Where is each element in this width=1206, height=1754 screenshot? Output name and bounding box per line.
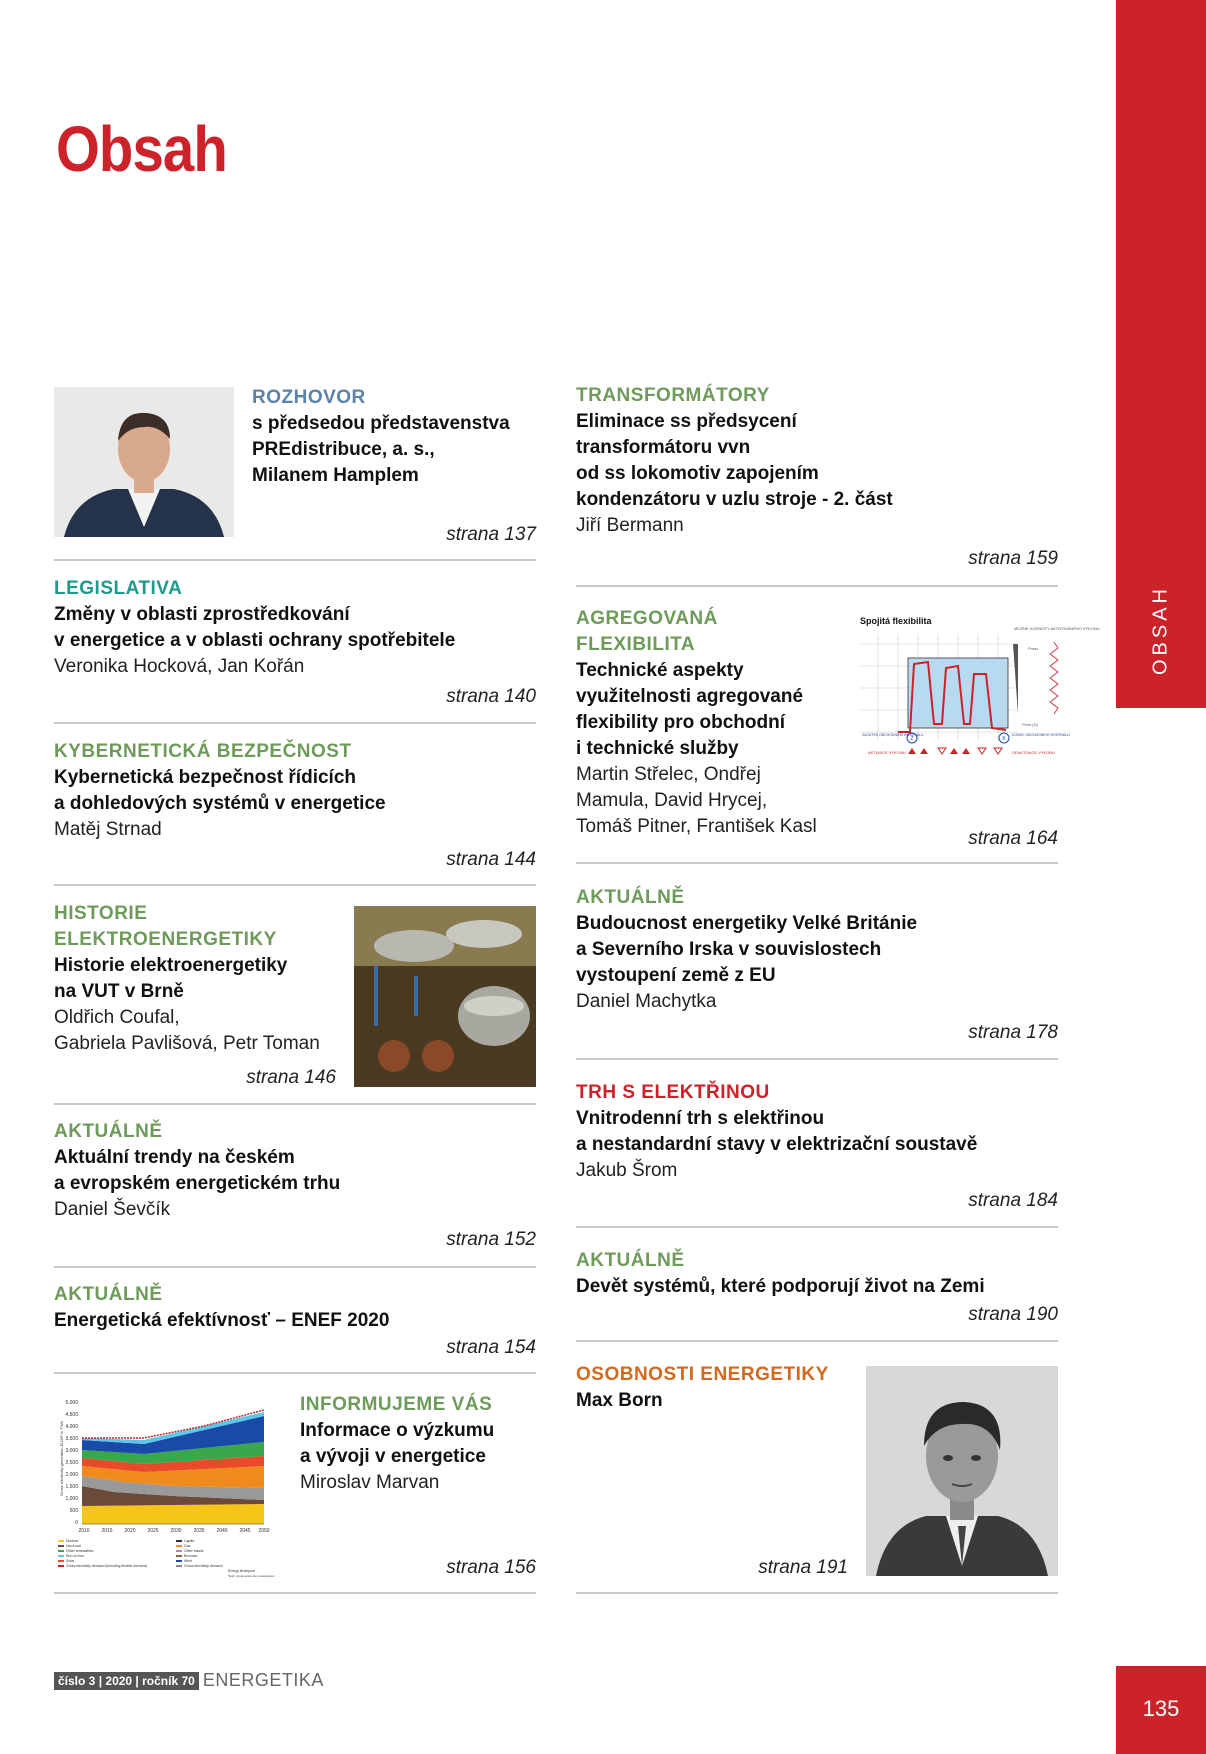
divider (54, 1103, 536, 1105)
page-reference[interactable]: strana 144 (446, 849, 536, 870)
diagram-label: MOŽNÉ HODNOTY AKTIVOVANÉHO VÝKONU (1014, 626, 1100, 631)
divider (54, 722, 536, 724)
article-authors: Daniel Machytka (576, 991, 717, 1012)
diagram-label: KONEC OBCHODNÍHO INTERVALU (1012, 733, 1070, 737)
article-title-line[interactable]: Informace o výzkumu (300, 1420, 495, 1441)
page-reference[interactable]: strana 178 (968, 1022, 1058, 1043)
article-title-line[interactable]: využitelnosti agregované (576, 686, 804, 707)
diagram-label: AKTIVACE VÝKONU (868, 750, 906, 755)
y-tick: 3,000 (65, 1448, 78, 1454)
page-reference[interactable]: strana 137 (446, 524, 536, 545)
article-title-line[interactable]: Aktuální trendy na českém (54, 1147, 295, 1168)
chart-source: Energy Brainpool (228, 1569, 255, 1573)
y-tick: 5,000 (65, 1400, 78, 1406)
category-label: LEGISLATIVA (54, 578, 183, 599)
page-reference[interactable]: strana 190 (968, 1304, 1058, 1325)
diagram-title: Spojitá flexibilita (860, 616, 932, 626)
article-title-line[interactable]: Max Born (576, 1390, 663, 1411)
side-tab-label: OBSAH (1149, 584, 1172, 676)
category-label: AKTUÁLNĚ (54, 1121, 163, 1142)
article-authors: Jiří Bermann (576, 515, 684, 536)
article-title-line[interactable]: PREdistribuce, a. s., (252, 439, 435, 460)
diagram-label: Pmax (1028, 646, 1039, 651)
legend-entry: Hard coal (66, 1544, 81, 1548)
article-title-line[interactable]: Budoucnost energetiky Velké Británie (576, 913, 918, 934)
article-title-line[interactable]: Technické aspekty (576, 660, 744, 681)
legend-entry: Run of river (66, 1554, 85, 1558)
article-title-line[interactable]: a Severního Irska v souvislostech (576, 939, 882, 960)
legend-entry: Nuclear (66, 1539, 79, 1543)
article-title-line[interactable]: Devět systémů, které podporují život na Zemi (576, 1276, 985, 1297)
article-authors: Martin Střelec, Ondřej (576, 764, 761, 785)
electricity-generation-chart (54, 1396, 274, 1580)
category-label: AKTUÁLNĚ (576, 887, 685, 908)
category-label: ELEKTROENERGETIKY (54, 929, 277, 950)
legend-entry: Solar (66, 1559, 75, 1563)
category-label: KYBERNETICKÁ BEZPEČNOST (54, 741, 352, 762)
divider (576, 585, 1058, 587)
legend-entry: Lignite (184, 1539, 195, 1543)
diagram-label: ZAČÁTEK OBCHODNÍHO INTERVALU (862, 733, 924, 737)
article-title-line[interactable]: Eliminace ss předsycení (576, 411, 797, 432)
page-reference[interactable]: strana 156 (446, 1557, 536, 1578)
chart-ylabel: Gross electricity generation EU28* in TWh (59, 1421, 64, 1496)
page-reference[interactable]: strana 152 (446, 1229, 536, 1250)
article-authors: Oldřich Coufal, (54, 1007, 180, 1028)
page-reference[interactable]: strana 146 (246, 1067, 336, 1088)
page-title: Obsah (56, 113, 227, 185)
article-authors: Jakub Šrom (576, 1160, 678, 1181)
divider (54, 1266, 536, 1268)
x-tick: 2050 (258, 1528, 270, 1534)
chart-source-note: *Excl. gross economy consumption (228, 1574, 275, 1578)
x-tick: 2040 (216, 1528, 228, 1534)
article-title-line[interactable]: vystoupení země z EU (576, 965, 776, 986)
article-title-line[interactable]: v energetice a v oblasti ochrany spotřebitele (54, 630, 456, 651)
article-title-line[interactable]: s předsedou představenstva (252, 413, 510, 434)
category-label: TRH S ELEKTŘINOU (576, 1082, 770, 1103)
article-authors: Mamula, David Hrycej, (576, 790, 768, 811)
category-label: OSOBNOSTI ENERGETIKY (576, 1364, 829, 1385)
category-label: TRANSFORMÁTORY (576, 385, 770, 406)
divider (54, 884, 536, 886)
article-authors: Tomáš Pitner, František Kasl (576, 816, 817, 837)
y-tick: 0 (75, 1520, 78, 1526)
lab-equipment-photo (354, 906, 536, 1087)
article-title-line[interactable]: Milanem Hamplem (252, 465, 419, 486)
category-label: AKTUÁLNĚ (576, 1250, 685, 1271)
y-tick: 2,000 (65, 1472, 78, 1478)
y-tick: 1,000 (65, 1496, 78, 1502)
y-tick: 2,500 (65, 1460, 78, 1466)
divider (576, 1226, 1058, 1228)
y-tick: 3,500 (65, 1436, 78, 1442)
article-authors: Matěj Strnad (54, 819, 162, 840)
article-title-line[interactable]: transformátoru vvn (576, 437, 751, 458)
x-tick: 2045 (239, 1528, 251, 1534)
legend-entry: Wind (184, 1559, 192, 1563)
max-born-portrait (866, 1366, 1058, 1576)
issue-badge: číslo 3 | 2020 | ročník 70 (54, 1672, 199, 1690)
legend-entry: Other fossils (184, 1549, 204, 1553)
article-title-line[interactable]: Vnitrodenní trh s elektřinou (576, 1108, 825, 1129)
page-reference[interactable]: strana 191 (758, 1557, 848, 1578)
page-number-box (1116, 1666, 1206, 1754)
divider (54, 559, 536, 561)
category-label: AKTUÁLNĚ (54, 1284, 163, 1305)
page-reference[interactable]: strana 154 (446, 1337, 536, 1358)
article-title-line[interactable]: a nestandardní stavy v elektrizační soustavě (576, 1134, 978, 1155)
article-authors: Daniel Ševčík (54, 1199, 171, 1220)
article-title-line[interactable]: i technické služby (576, 738, 739, 759)
category-label: HISTORIE (54, 903, 148, 924)
article-title-line[interactable]: a evropském energetickém trhu (54, 1173, 341, 1194)
article-title-line[interactable]: od ss lokomotiv zapojením (576, 463, 819, 484)
x-tick: 2035 (193, 1528, 205, 1534)
category-label: ROZHOVOR (252, 387, 366, 408)
category-label: AGREGOVANÁ FLEXIBILITA (576, 608, 718, 655)
divider (576, 1592, 1058, 1594)
y-tick: 4,500 (65, 1412, 78, 1418)
legend-entry: Gas (184, 1544, 191, 1548)
page-reference[interactable]: strana 164 (968, 828, 1058, 849)
article-title-line[interactable]: flexibility pro obchodní (576, 712, 785, 733)
article-authors: Gabriela Pavlišová, Petr Toman (54, 1033, 320, 1054)
divider (576, 1340, 1058, 1342)
page-number: 135 (1142, 1696, 1180, 1721)
x-tick: 2010 (78, 1528, 90, 1534)
article-title-line[interactable]: Změny v oblasti zprostředkování (54, 604, 350, 625)
divider (576, 1058, 1058, 1060)
y-tick: 1,500 (65, 1484, 78, 1490)
y-tick: 500 (69, 1508, 78, 1514)
diagram-label: Z (910, 736, 914, 742)
article-title-line[interactable]: Energetická efektívnosť – ENEF 2020 (54, 1310, 390, 1331)
page-reference[interactable]: strana 159 (968, 548, 1058, 569)
divider (54, 1592, 536, 1594)
article-title-line[interactable]: a vývoji v energetice (300, 1446, 486, 1467)
interview-portrait (54, 387, 234, 537)
page-reference[interactable]: strana 184 (968, 1190, 1058, 1211)
y-tick: 4,000 (65, 1424, 78, 1430)
diagram-label: K (1002, 736, 1006, 742)
diagram-label: Pmin (Ω) (1022, 722, 1038, 727)
divider (54, 1372, 536, 1374)
article-title-line[interactable]: kondenzátoru v uzlu stroje - 2. část (576, 489, 893, 510)
x-tick: 2020 (124, 1528, 136, 1534)
divider (576, 862, 1058, 864)
x-tick: 2025 (147, 1528, 159, 1534)
x-tick: 2030 (170, 1528, 182, 1534)
magazine-logo: ENERGETIKA (202, 1670, 324, 1690)
category-label: INFORMUJEME VÁS (300, 1394, 493, 1415)
article-title-line[interactable]: Historie elektroenergetiky (54, 955, 288, 976)
legend-entry: Biomass (184, 1554, 198, 1558)
footer (54, 1670, 324, 1691)
x-tick: 2015 (101, 1528, 113, 1534)
article-authors: Miroslav Marvan (300, 1472, 440, 1493)
article-title-line[interactable]: Kybernetická bezpečnost řídicích (54, 767, 356, 788)
article-authors: Veronika Hocková, Jan Kořán (54, 656, 305, 677)
flexibility-diagram (858, 614, 1100, 774)
article-title-line[interactable]: na VUT v Brně (54, 981, 184, 1002)
legend-entry: Gross electricity demand (184, 1564, 223, 1568)
legend-entry: Other renewables (66, 1549, 94, 1553)
page-reference[interactable]: strana 140 (446, 686, 536, 707)
legend-entry: Gross electricity demand (including flexible demand) (66, 1564, 148, 1568)
diagram-label: DEAKTIVACE VÝKONU (1012, 750, 1056, 755)
article-title-line[interactable]: a dohledových systémů v energetice (54, 793, 386, 814)
